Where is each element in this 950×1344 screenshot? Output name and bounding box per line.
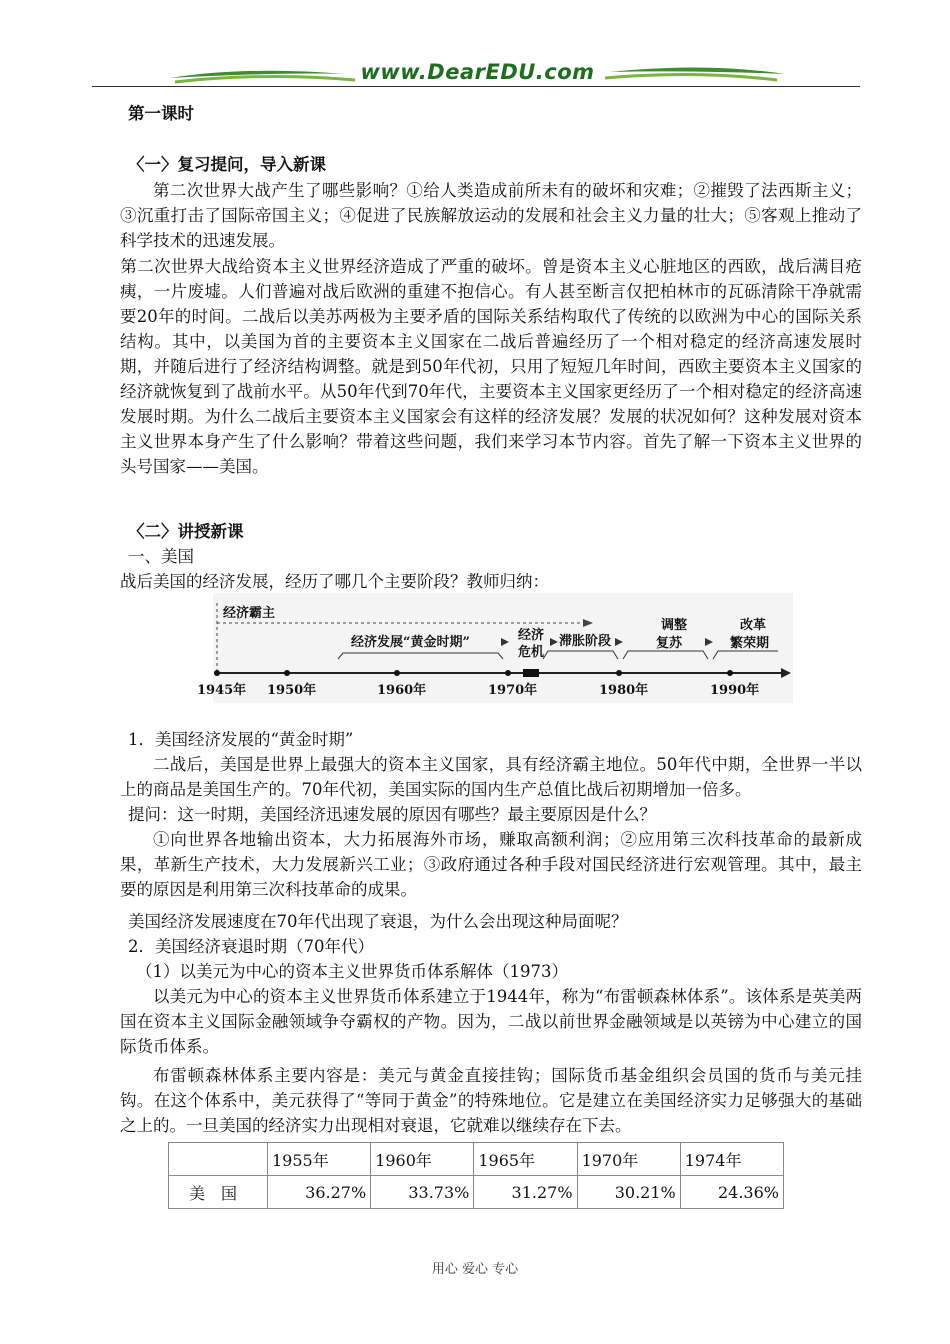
part1-paragraph-2: ①向世界各地输出资本，大力拓展海外市场，赚取高额利润；②应用第三次科技革命的最新成果，革新生产技术，大力发展新兴工业；③政府通过各种手段对国民经济进行宏观管理。其中，最主要的原因是利用第三次科技革命的成果。 — [120, 830, 862, 899]
year-label-1960: 1960年 — [377, 683, 427, 698]
table-cell: 31.27% — [474, 1176, 577, 1209]
year-label-1990: 1990年 — [710, 683, 760, 698]
timeline-label-stagnation: 滞胀阶段 — [559, 634, 612, 649]
lesson-title: 第一课时 — [128, 104, 194, 123]
table-row-label: 美 国 — [169, 1176, 268, 1209]
table-header-row — [169, 1143, 784, 1176]
timeline-label-hegemony: 经济霸主 — [223, 606, 276, 621]
table-cell: 30.21% — [577, 1176, 680, 1209]
us-share-table — [168, 1142, 784, 1209]
table-header-cell: 1974年 — [680, 1143, 783, 1176]
tick-1980 — [616, 670, 622, 676]
part1-paragraph-3: 美国经济发展速度在70年代出现了衰退，为什么会出现这种局面呢？ — [128, 912, 628, 931]
table-header-cell — [169, 1143, 268, 1176]
table-cell: 24.36% — [680, 1176, 783, 1209]
year-label-1970: 1970年 — [488, 683, 538, 698]
tick-1950 — [284, 670, 290, 676]
section2-heading: 〈二〉讲授新课 — [128, 522, 244, 541]
table-cell: 36.27% — [268, 1176, 371, 1209]
us-economy-timeline — [197, 593, 793, 703]
year-label-1950: 1950年 — [267, 683, 317, 698]
tick-1945 — [214, 670, 220, 676]
tick-1970 — [505, 670, 511, 676]
timeline-label-reform-1: 改革 — [740, 618, 767, 633]
part1-paragraph-1: 二战后，美国是世界上最强大的资本主义国家，具有经济霸主地位。50年代中期，全世界一半以上的商品是美国生产的。70年代初，美国实际的国内生产总值比战后初期增加一倍多。 — [120, 755, 862, 799]
section2-question: 战后美国的经济发展，经历了哪几个主要阶段？教师归纳： — [120, 572, 549, 591]
section1-paragraph-2-text: 第二次世界大战给资本主义世界经济造成了严重的破坏。曾是资本主义心脏地区的西欧，战后满目疮痍，一片废墟。人们普遍对战后欧洲的重建不抱信心。有人甚至断言仅把柏林市的瓦砾清除干净就需要20年的时间。二战后以美苏两极为主要矛盾的国际关系结构取代了传统的以欧洲为中心的国际关系结构。其中，以美国为首的主要资本主义国家在二战后普遍经历了一个相对稳定的经济高速发展时期，并随后进行了经济结构调整。就是到50年代初，只用了短短几年时间，西欧主要资本主义国家的经济就恢复到了战前水平。从50年代到70年代，主要资本主义国家更经历了一个相对稳定的经济高速发展时期。为什么二战后主要资本主义国家会有这样的经济发展？发展的状况如何？这种发展对资本主义世界本身产生了什么影响？带着这些问题，我们来学习本节内容。首先了解一下资本主义世界的头号国家——美国。 — [120, 257, 862, 476]
table-header-cell: 1970年 — [577, 1143, 680, 1176]
table-cell: 33.73% — [371, 1176, 474, 1209]
timeline-label-reform-2: 繁荣期 — [730, 636, 770, 651]
year-label-1980: 1980年 — [599, 683, 649, 698]
section1-heading: 〈一〉复习提问，导入新课 — [128, 155, 326, 174]
section2-subheading-usa: 一、美国 — [128, 547, 194, 566]
year-label-1945: 1945年 — [197, 683, 247, 698]
page-footer: 用心 爱心 专心 — [431, 1262, 519, 1277]
part2-subheading: （1）以美元为中心的资本主义世界货币体系解体（1973） — [136, 962, 568, 981]
table-row — [169, 1176, 784, 1209]
timeline-label-adjust-2: 复苏 — [656, 636, 683, 651]
part2-paragraph-1: 以美元为中心的资本主义世界货币体系建立于1944年，称为“布雷顿森林体系”。该体系是英美两国在资本主义国际金融领域争夺霸权的产物。因为，二战以前世界金融领域是以英镑为中心建立的国际货币体系。 — [120, 987, 862, 1056]
header-rule — [92, 86, 860, 87]
timeline-label-crisis-1: 经济 — [518, 628, 545, 643]
timeline-label-adjust-1: 调整 — [661, 618, 688, 633]
section1-paragraph-1: 第二次世界大战产生了哪些影响？①给人类造成前所未有的破坏和灾难；②摧毁了法西斯主义；③沉重打击了国际帝国主义；④促进了民族解放运动的发展和社会主义力量的壮大；⑤客观上推动了科学技术的迅速发展。 — [120, 181, 862, 250]
part2-paragraph-2: 布雷顿森林体系主要内容是：美元与黄金直接挂钩；国际货币基金组织会员国的货币与美元挂钩。在这个体系中，美元获得了“等同于黄金”的特殊地位。它是建立在美国经济实力足够强大的基础之上的。一旦美国的经济实力出现相对衰退，它就难以继续存在下去。 — [120, 1066, 862, 1135]
section1-paragraph-2 — [120, 254, 862, 479]
table-header-cell: 1955年 — [268, 1143, 371, 1176]
part2-title: 2．美国经济衰退时期（70年代） — [128, 937, 374, 956]
header-banner — [165, 58, 790, 88]
part1-question: 提问：这一时期，美国经济迅速发展的原因有哪些？最主要原因是什么？ — [128, 805, 656, 824]
table-header-cell: 1960年 — [371, 1143, 474, 1176]
table-header-cell: 1965年 — [474, 1143, 577, 1176]
tick-1990 — [727, 670, 733, 676]
part1-title: 1．美国经济发展的“黄金时期” — [128, 730, 354, 749]
timeline-label-golden: 经济发展“黄金时期” — [351, 635, 470, 650]
timeline-label-crisis-2: 危机 — [518, 645, 545, 660]
crisis-block — [523, 669, 539, 677]
tick-1960 — [394, 670, 400, 676]
site-logo-text: www.DearEDU.com — [360, 60, 595, 84]
